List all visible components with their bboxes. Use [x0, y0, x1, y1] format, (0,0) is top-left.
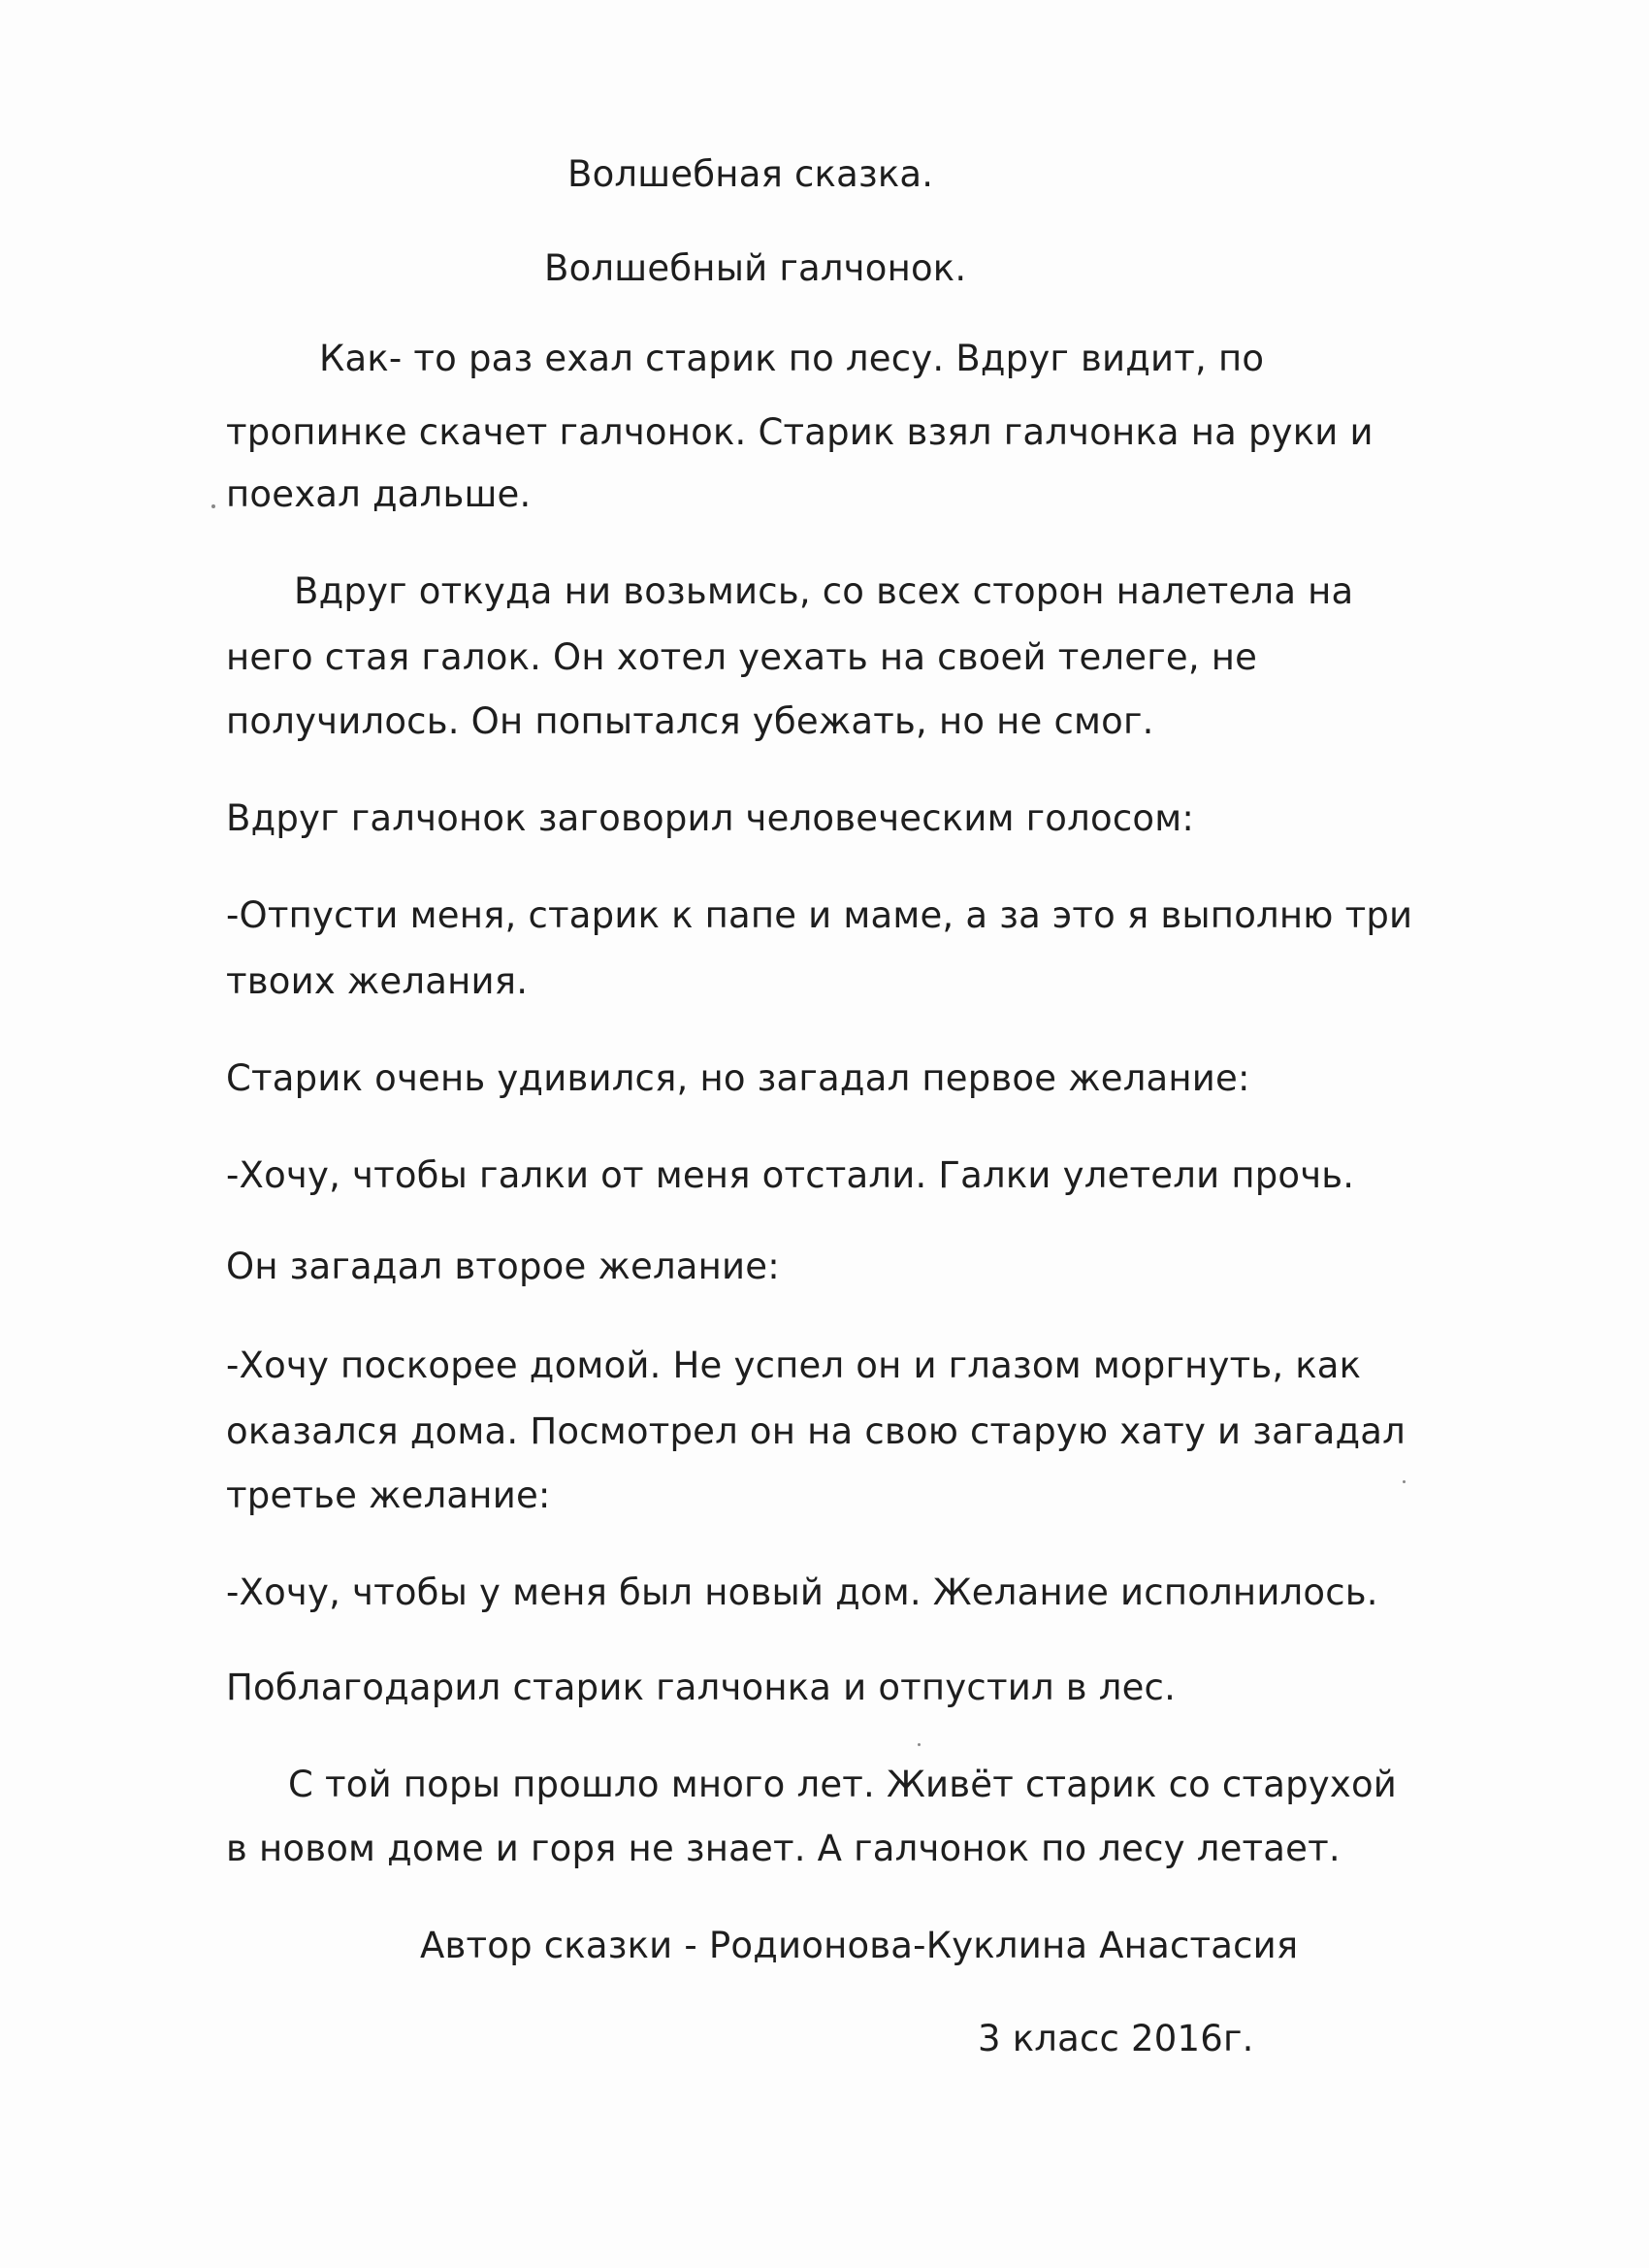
story-line: -Отпусти меня, старик к папе и маме, а за это я выполню три: [226, 894, 1413, 936]
story-line: Старик очень удивился, но загадал первое желание:: [226, 1057, 1250, 1099]
story-line: твоих желания.: [226, 960, 529, 1002]
story-line: С той поры прошло много лет. Живёт старик со старухой: [288, 1764, 1398, 1805]
story-line: Вдруг откуда ни возьмись, со всех сторон налетела на: [294, 570, 1354, 612]
scan-speck: [1403, 1480, 1406, 1483]
grade-year: 3 класс 2016г.: [978, 2018, 1254, 2059]
story-line: третье желание:: [226, 1474, 551, 1516]
story-line: оказался дома. Посмотрел он на свою старую хату и загадал: [226, 1410, 1406, 1452]
scan-speck: [211, 504, 215, 508]
story-line: тропинке скачет галчонок. Старик взял галчонка на руки и: [226, 411, 1374, 453]
story-line: -Хочу, чтобы у меня был новый дом. Желание исполнилось.: [226, 1571, 1378, 1613]
story-title: Волшебный галчонок.: [544, 247, 967, 289]
document-heading: Волшебная сказка.: [567, 153, 934, 195]
story-line: него стая галок. Он хотел уехать на своей телеге, не: [226, 636, 1258, 678]
story-line: -Хочу поскорее домой. Не успел он и глазом моргнуть, как: [226, 1345, 1362, 1386]
story-line: Вдруг галчонок заговорил человеческим голосом:: [226, 797, 1194, 839]
scan-speck: [918, 1743, 921, 1746]
story-line: получилось. Он попытался убежать, но не смог.: [226, 700, 1154, 742]
story-line: поехал дальше.: [226, 473, 532, 515]
author-signature: Автор сказки - Родионова-Куклина Анастасия: [420, 1925, 1299, 1966]
story-line: -Хочу, чтобы галки от меня отстали. Галки улетели прочь.: [226, 1154, 1355, 1196]
story-line: Как- то раз ехал старик по лесу. Вдруг видит, по: [319, 338, 1265, 379]
story-line: в новом доме и горя не знает. А галчонок по лесу летает.: [226, 1828, 1341, 1869]
story-line: Он загадал второе желание:: [226, 1246, 780, 1287]
story-line: Поблагодарил старик галчонка и отпустил в лес.: [226, 1667, 1177, 1708]
